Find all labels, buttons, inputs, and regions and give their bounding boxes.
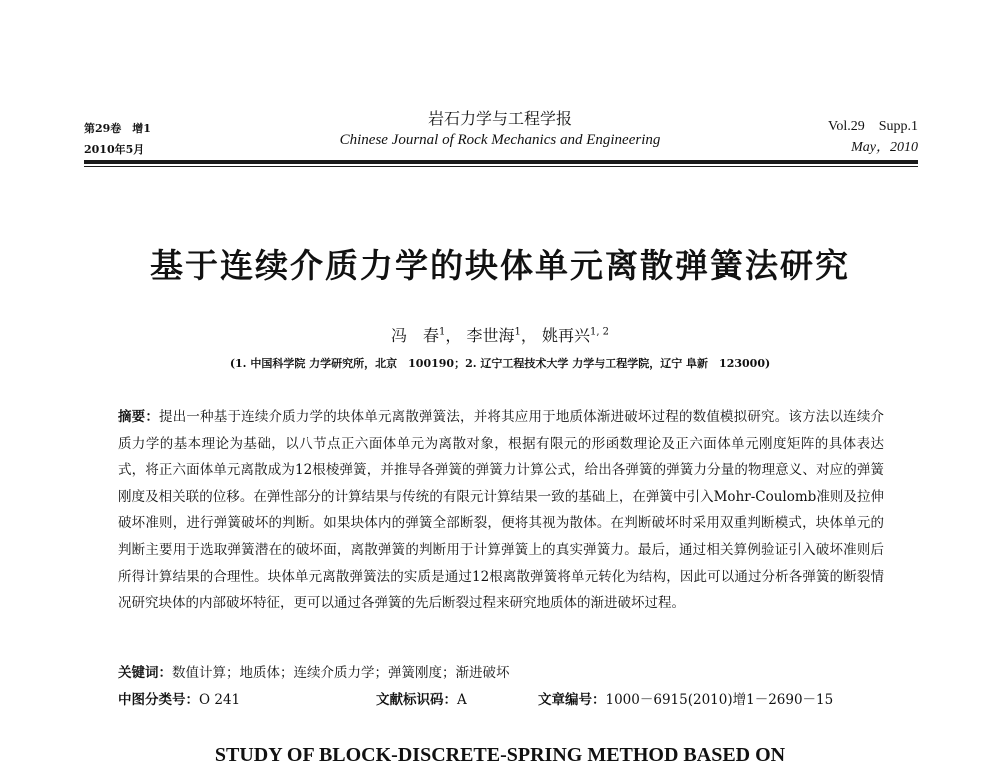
journal-name-en: Chinese Journal of Rock Mechanics and Engineering <box>339 132 661 148</box>
keywords-text: 数值计算；地质体；连续介质力学；弹簧刚度；渐进破坏 <box>172 665 510 681</box>
abstract-text: 提出一种基于连续介质力学的块体单元离散弹簧法，并将其应用于地质体渐进破坏过程的数值模拟研究。该方法以连续介质力学的基本理论为基础，以八节点正六面体单元为离散对象，根据有限元的形函数理论及正六面体单元刚度矩阵的具体表达式，将正六面体单元离散成为12根棱弹簧，并推导各弹簧的弹簧力计算公式，给出各弹簧的弹簧力分量的物理意义、对应的弹簧刚度及相关联的位移。在弹性部分的计算结果与传统的有限元计算结果一致的基础上，在弹簧中引入Mohr-Coulomb准则及拉伸破坏准则，进行弹簧破坏的判断。如果块体内的弹簧全部断裂，便将其视为散体。在判断破坏时采用双重判断模式，块体单元的判断主要用于选取弹簧潜在的破坏面，离散弹簧的判断用于计算弹簧上的真实弹簧力。最后，通过相关算例验证引入破坏准则后所得计算结果的合理性。块体单元离散弹簧法的实质是通过12根离散弹簧将单元转化为结构，因此可以通过分析各弹簧的断裂情况研究块体的内部破坏特征，更可以通过各弹簧的先后断裂过程来研究地质体的渐进破坏过程。 <box>118 409 884 612</box>
doc-code-label: 文献标识码： <box>376 692 457 708</box>
header-left <box>84 118 151 160</box>
author-affiliation-mark: 1, 2 <box>589 326 610 338</box>
author-name: 李世海 <box>466 326 515 345</box>
author-affiliation-mark: 1 <box>514 326 521 338</box>
article-no-label: 文章编号： <box>538 692 606 708</box>
affiliation: (1. 中国科学院 力学研究所，北京 100190；2. 辽宁工程技术大学 力学与工程学院，辽宁 阜新 123000) <box>229 357 771 370</box>
author-separator: ， <box>520 326 537 345</box>
header-volume-cn: 第29卷 增1 <box>84 122 151 135</box>
article-title: 基于连续介质力学的块体单元离散弹簧法研究 <box>150 246 850 285</box>
author-name: 冯 春 <box>390 326 439 345</box>
header-date-en: May，2010 <box>851 140 918 155</box>
author-affiliation-mark: 1 <box>438 326 446 338</box>
keywords <box>118 660 884 686</box>
header-rule-thick <box>84 160 918 164</box>
author-line <box>0 323 1000 346</box>
author-separator: ， <box>445 326 462 345</box>
journal-name-cn: 岩石力学与工程学报 <box>427 109 572 128</box>
header-rule-thin <box>84 166 918 167</box>
header-date-cn: 2010年5月 <box>84 143 145 156</box>
clc-value: O 241 <box>199 692 241 708</box>
article-no-field <box>538 687 833 713</box>
author-name: 姚再兴 <box>541 326 590 345</box>
keywords-label: 关键词： <box>118 665 172 681</box>
doc-code-field <box>376 687 467 713</box>
abstract-label: 摘要： <box>118 409 160 425</box>
header-center <box>300 108 700 150</box>
clc-label: 中图分类号： <box>118 692 199 708</box>
article-no-value: 1000－6915(2010)增1－2690－15 <box>605 692 834 708</box>
abstract <box>118 404 884 617</box>
header-volume-en: Vol.29 Supp.1 <box>828 119 918 134</box>
header-right <box>828 116 918 158</box>
english-title: STUDY OF BLOCK-DISCRETE-SPRING METHOD BASED ON <box>214 744 786 766</box>
doc-code-value: A <box>457 692 467 708</box>
clc-field <box>118 687 240 713</box>
